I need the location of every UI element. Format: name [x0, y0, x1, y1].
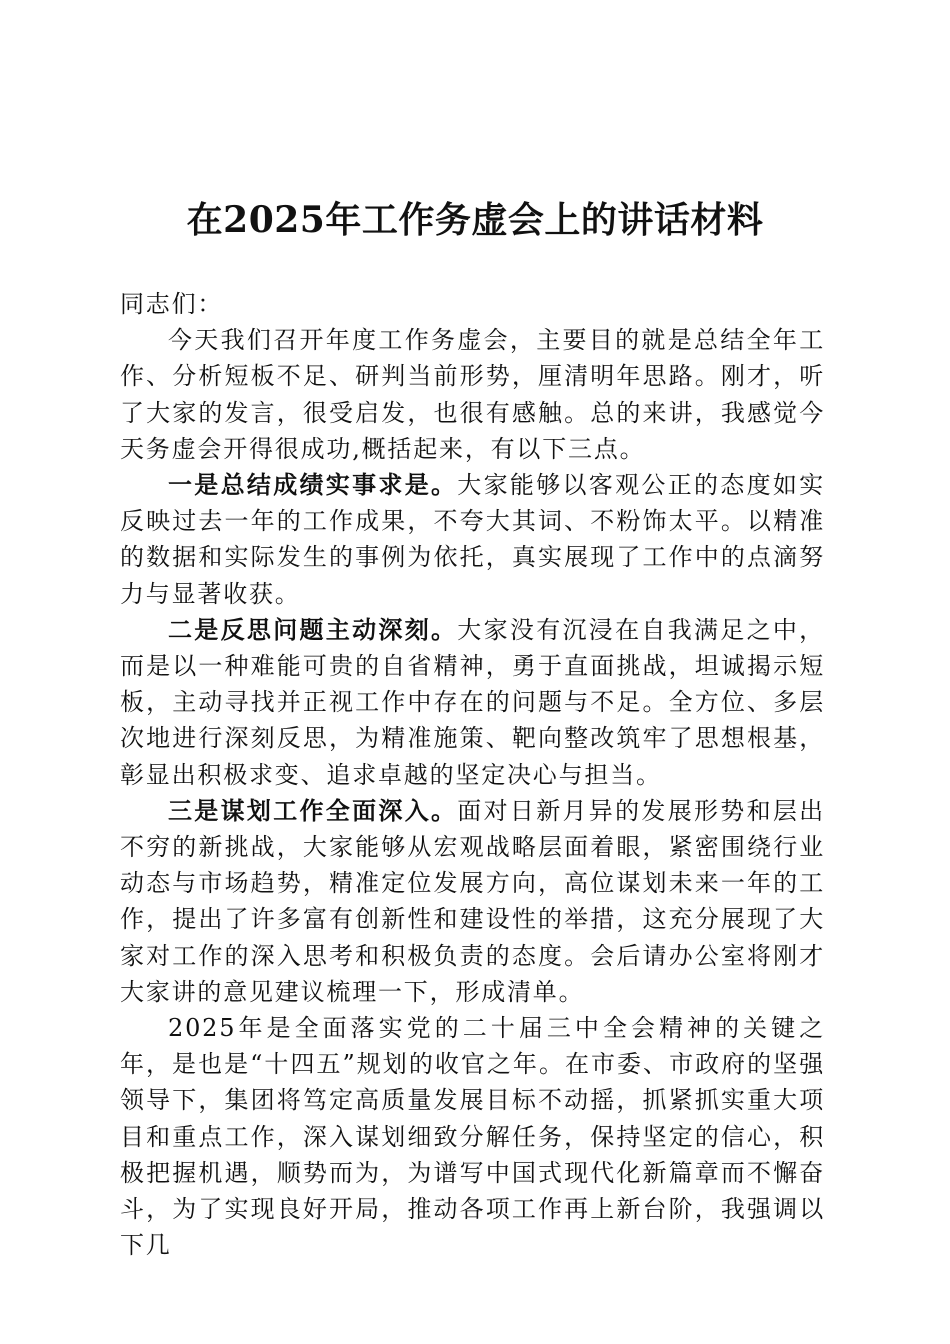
- paragraph-text: 2025年是全面落实党的二十届三中全会精神的关键之年，是也是“十四五”规划的收官之年。在市委、市政府的坚强领导下，集团将笃定高质量发展目标不动摇，抓紧抓实重大项目和重点工作，深入谋划细致分解任务，保持坚定的信心，积极把握机遇，顺势而为，为谱写中国式现代化新篇章而不懈奋斗，为了实现良好开局，推动各项工作再上新台阶，我强调以下几: [120, 1014, 825, 1260]
- paragraph-text: 今天我们召开年度工作务虚会，主要目的就是总结全年工作、分析短板不足、研判当前形势，厘清明年思路。刚才，听了大家的发言，很受启发，也很有感触。总的来讲，我感觉今天务虚会开得很成功,概括起来，有以下三点。: [120, 326, 825, 463]
- paragraph-point-1: [120, 467, 825, 612]
- paragraph-text: 面对日新月异的发展形势和层出不穷的新挑战，大家能够从宏观战略层面着眼，紧密围绕行业动态与市场趋势，精准定位发展方向，高位谋划未来一年的工作，提出了许多富有创新性和建设性的举措，这充分展现了大家对工作的深入思考和积极负责的态度。会后请办公室将刚才大家讲的意见建议梳理一下，形成清单。: [120, 796, 825, 1006]
- document-body: [120, 286, 825, 1263]
- paragraph-lead: 一是总结成绩实事求是。: [168, 470, 458, 500]
- paragraph-intro: [120, 322, 825, 467]
- paragraph-text: 大家没有沉浸在自我满足之中，而是以一种难能可贵的自省精神，勇于直面挑战，坦诚揭示短板，主动寻找并正视工作中存在的问题与不足。全方位、多层次地进行深刻反思，为精准施策、靶向整改筑牢了思想根基，彰显出积极求变、追求卓越的坚定决心与担当。: [120, 615, 825, 789]
- paragraph-lead: 二是反思问题主动深刻。: [168, 614, 458, 644]
- paragraph-point-3: [120, 793, 825, 1010]
- paragraph-lead: 三是谋划工作全面深入。: [168, 795, 458, 825]
- document-title: 在2025年工作务虚会上的讲话材料: [186, 199, 764, 241]
- salutation: 同志们：: [120, 290, 224, 318]
- paragraph-2025: [120, 1010, 825, 1263]
- paragraph-point-2: [120, 612, 825, 793]
- paragraph-text: 大家能够以客观公正的态度如实反映过去一年的工作成果，不夸大其词、不粉饰太平。以精准的数据和实际发生的事例为依托，真实展现了工作中的点滴努力与显著收获。: [120, 471, 825, 608]
